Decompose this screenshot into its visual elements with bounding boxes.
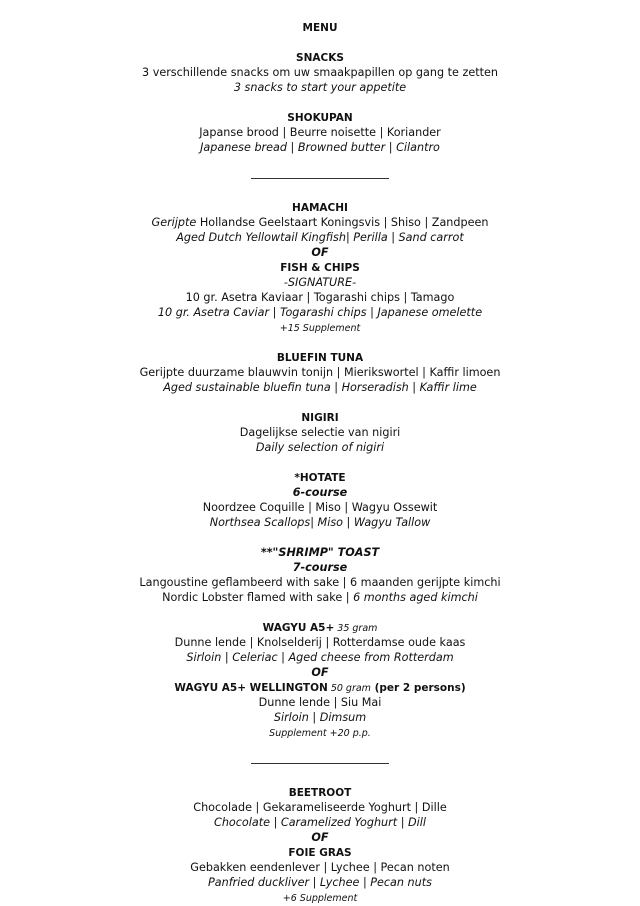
text-segment: (per 2 persons) <box>370 682 466 694</box>
text-segment: MENU <box>302 22 338 34</box>
text-segment: Aged Dutch Yellowtail Kingfish| Perilla | Sand carrot <box>176 231 464 244</box>
menu-course <box>0 350 640 395</box>
text-segment: Chocolate | Caramelized Yoghurt | Dill <box>214 816 426 829</box>
course-line <box>0 500 640 515</box>
course-line <box>0 725 640 740</box>
course-line <box>0 275 640 290</box>
text-segment: 3 snacks to start your appetite <box>233 81 407 94</box>
course-title <box>0 470 640 485</box>
course-line <box>0 425 640 440</box>
text-segment: Noordzee Coquille | Miso | Wagyu Ossewit <box>202 501 438 514</box>
text-segment: BLUEFIN TUNA <box>276 352 364 364</box>
text-segment: 10 gr. Asetra Kaviaar | Togarashi chips | Tamago <box>185 291 455 304</box>
text-segment: Aged sustainable bluefin tuna | Horseradish | Kaffir lime <box>163 381 477 394</box>
text-segment: Gerijpte <box>151 216 197 229</box>
text-segment: Sirloin | Dimsum <box>273 711 367 724</box>
menu-course <box>0 410 640 455</box>
text-segment: +6 Supplement <box>282 893 358 904</box>
text-segment: 50 gram <box>327 683 371 694</box>
course-line <box>0 665 640 680</box>
course-line <box>0 650 640 665</box>
text-segment: 7-course <box>292 561 348 574</box>
course-title <box>0 350 640 365</box>
course-line <box>0 65 640 80</box>
course-line <box>0 260 640 275</box>
course-title <box>0 20 640 35</box>
course-line <box>0 365 640 380</box>
course-line <box>0 320 640 335</box>
course-line <box>0 560 640 575</box>
text-segment: 3 verschillende snacks om uw smaakpapillen op gang te zetten <box>142 66 498 79</box>
text-segment: +15 Supplement <box>279 323 361 334</box>
text-segment: Langoustine geflambeerd with sake | 6 maanden gerijpte kimchi <box>139 576 501 589</box>
menu-course <box>0 110 640 155</box>
text-segment: WAGYU A5+ WELLINGTON <box>174 682 328 694</box>
section-divider <box>0 755 640 770</box>
menu-course <box>0 620 640 740</box>
course-line <box>0 575 640 590</box>
text-segment: Japanse brood | Beurre noisette | Koriander <box>199 126 441 139</box>
text-segment: SNACKS <box>296 52 344 64</box>
course-line <box>0 830 640 845</box>
text-segment: 10 gr. Asetra Caviar | Togarashi chips | Japanese omelette <box>157 306 483 319</box>
text-segment: FISH & CHIPS <box>280 262 360 274</box>
menu-title-section <box>0 20 640 35</box>
course-line <box>0 125 640 140</box>
course-title <box>0 50 640 65</box>
text-segment: Northsea Scallops| Miso | Wagyu Tallow <box>209 516 431 529</box>
text-segment: Sirloin | Celeriac | Aged cheese from Rotterdam <box>186 651 454 664</box>
text-segment: 6-course <box>292 486 348 499</box>
course-line <box>0 800 640 815</box>
text-segment: Dagelijkse selectie van nigiri <box>239 426 401 439</box>
menu-course <box>0 200 640 335</box>
course-line <box>0 245 640 260</box>
course-line <box>0 845 640 860</box>
course-line <box>0 860 640 875</box>
text-segment: Daily selection of nigiri <box>255 441 385 454</box>
course-line <box>0 635 640 650</box>
text-segment: OF <box>311 666 329 679</box>
text-segment: Dunne lende | Siu Mai <box>258 696 382 709</box>
menu-document <box>0 20 640 905</box>
text-segment: NIGIRI <box>301 412 339 424</box>
course-line <box>0 515 640 530</box>
course-line <box>0 695 640 710</box>
course-line <box>0 290 640 305</box>
course-title <box>0 200 640 215</box>
course-line <box>0 680 640 695</box>
text-segment: 6 months aged kimchi <box>353 591 478 604</box>
course-line <box>0 230 640 245</box>
text-segment: Nordic Lobster flamed with sake | <box>162 591 354 604</box>
section-divider <box>0 170 640 185</box>
course-line <box>0 815 640 830</box>
text-segment: 35 gram <box>334 623 378 634</box>
course-line <box>0 305 640 320</box>
course-line <box>0 590 640 605</box>
text-segment: WAGYU A5+ <box>262 622 335 634</box>
text-segment: Gebakken eendenlever | Lychee | Pecan noten <box>190 861 450 874</box>
text-segment: Japanese bread | Browned butter | Cilantro <box>200 141 440 154</box>
menu-course <box>0 785 640 905</box>
course-line <box>0 710 640 725</box>
course-line <box>0 875 640 890</box>
menu-course <box>0 545 640 605</box>
course-title <box>0 410 640 425</box>
text-segment: Panfried duckliver | Lychee | Pecan nuts <box>208 876 432 889</box>
text-segment: Dunne lende | Knolselderij | Rotterdamse oude kaas <box>174 636 466 649</box>
course-title <box>0 545 640 560</box>
text-segment: **"SHRIMP" TOAST <box>260 546 380 559</box>
text-segment: -SIGNATURE- <box>283 276 357 289</box>
course-title <box>0 785 640 800</box>
text-segment: SHOKUPAN <box>287 112 353 124</box>
text-segment: OF <box>311 831 329 844</box>
text-segment: OF <box>311 246 329 259</box>
menu-course <box>0 470 640 530</box>
text-segment: Gerijpte duurzame blauwvin tonijn | Mierikswortel | Kaffir limoen <box>139 366 501 379</box>
menu-course <box>0 50 640 95</box>
course-title <box>0 110 640 125</box>
course-line <box>0 80 640 95</box>
course-line <box>0 140 640 155</box>
text-segment: Chocolade | Gekarameliseerde Yoghurt | Dille <box>193 801 447 814</box>
text-segment: BEETROOT <box>288 787 352 799</box>
text-segment: *HOTATE <box>294 472 346 484</box>
text-segment: Hollandse Geelstaart Koningsvis | Shiso | Zandpeen <box>196 216 489 229</box>
course-line <box>0 485 640 500</box>
course-line <box>0 380 640 395</box>
text-segment: Supplement +20 p.p. <box>269 728 371 739</box>
course-line <box>0 440 640 455</box>
course-title <box>0 620 640 635</box>
course-line <box>0 890 640 905</box>
text-segment: FOIE GRAS <box>288 847 352 859</box>
course-line <box>0 215 640 230</box>
text-segment: HAMACHI <box>292 202 348 214</box>
